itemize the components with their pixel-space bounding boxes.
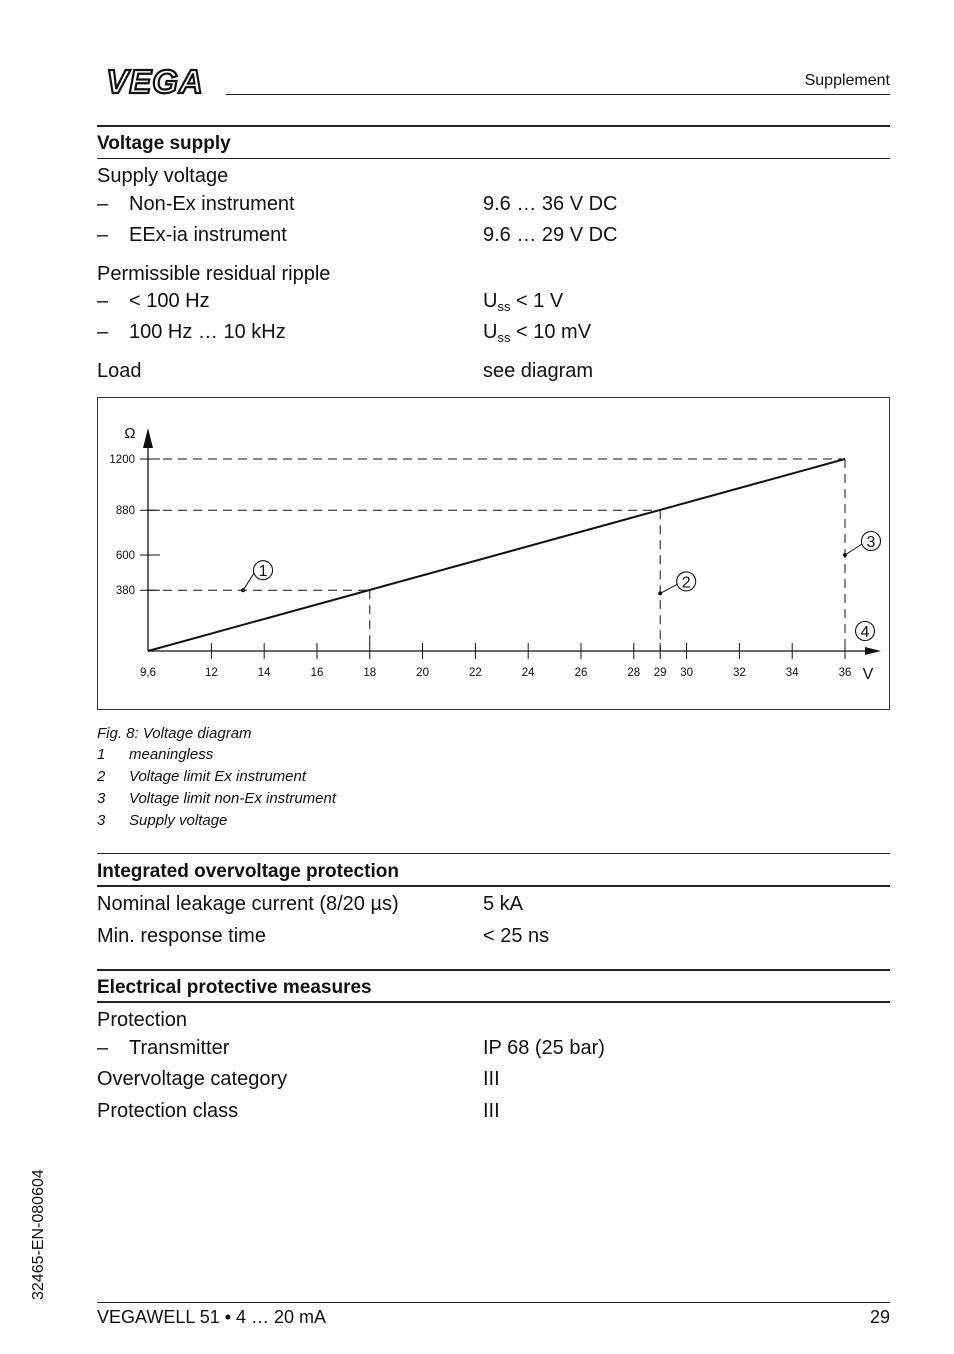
overvoltage-category-label: Overvoltage category <box>97 1068 288 1090</box>
supply-voltage-label: Supply voltage <box>97 165 229 187</box>
x-axis-label: V <box>862 666 874 683</box>
y-tick-label: 1200 <box>109 454 135 466</box>
dash-bullet: – <box>97 1037 109 1059</box>
ripple-low-value: $U_{ss} < 1$ V <box>483 290 564 314</box>
x-tick-label: 16 <box>310 667 324 679</box>
dash-bullet: – <box>97 193 109 215</box>
eex-label: EEx-ia instrument <box>129 224 287 246</box>
y-axis-arrow <box>143 428 153 448</box>
voltage-diagram-frame <box>97 397 890 710</box>
non-ex-label: Non-Ex instrument <box>129 193 295 215</box>
legend-text: meaningless <box>129 746 214 763</box>
legend-text: Voltage limit non-Ex instrument <box>129 790 337 807</box>
section-title-overvoltage: Integrated overvoltage protection <box>97 861 399 882</box>
section-rule-bottom <box>97 885 890 887</box>
protection-class-value: III <box>483 1100 500 1122</box>
overvoltage-category-value: III <box>483 1068 500 1090</box>
dash-bullet: – <box>97 290 109 312</box>
annotation-label: 1 <box>258 563 268 581</box>
ripple-label: Permissible residual ripple <box>97 263 331 285</box>
x-tick-label: 24 <box>521 667 535 679</box>
legend-text: Voltage limit Ex instrument <box>129 768 307 785</box>
section-rule-bottom <box>97 158 890 159</box>
ripple-high-value: $U_{ss} < 10$ mV <box>483 321 592 345</box>
page-number: 29 <box>869 1307 890 1327</box>
annotation-label: 4 <box>860 624 870 641</box>
x-tick-label: 28 <box>627 667 641 679</box>
section-rule-top <box>97 125 890 127</box>
ripple-low-label: < 100 Hz <box>129 290 210 312</box>
annotation-leader <box>243 573 254 590</box>
voltage-diagram-chart <box>98 398 889 709</box>
section-title-voltage-supply: Voltage supply <box>97 133 231 154</box>
vega-logo <box>97 66 213 98</box>
annotation-leader <box>845 544 862 555</box>
legend-number: 3 <box>97 812 106 829</box>
x-tick-label: 26 <box>574 667 588 679</box>
x-tick-label: 29 <box>653 667 667 679</box>
dash-bullet: – <box>97 321 109 343</box>
x-axis-arrow <box>865 647 881 655</box>
legend-number: 2 <box>97 768 106 785</box>
document-code: 32465-EN-080604 <box>30 1169 47 1300</box>
protection-class-label: Protection class <box>97 1100 239 1122</box>
annotation-dot <box>658 591 662 595</box>
load-value: see diagram <box>483 360 594 382</box>
y-tick-label: 380 <box>115 585 135 598</box>
footer-rule <box>97 1302 890 1303</box>
transmitter-value: IP 68 (25 bar) <box>483 1037 605 1059</box>
legend-number: 3 <box>97 790 106 807</box>
ripple-high-label: 100 Hz … 10 kHz <box>129 321 286 343</box>
x-tick-label: 9,6 <box>140 667 156 679</box>
header-rule <box>226 94 890 95</box>
x-tick-label: 32 <box>732 667 746 679</box>
section-rule-bottom <box>97 1001 890 1003</box>
load-label: Load <box>97 360 142 382</box>
response-time-value: < 25 ns <box>483 925 550 947</box>
response-time-label: Min. response time <box>97 925 266 947</box>
leakage-current-label: Nominal leakage current (8/20 µs) <box>97 893 399 915</box>
footer-product: VEGAWELL 51 • 4 … 20 mA <box>97 1307 327 1327</box>
y-tick-label: 600 <box>115 550 135 562</box>
x-tick-label: 12 <box>204 667 218 679</box>
protection-label: Protection <box>97 1009 188 1031</box>
non-ex-value: 9.6 … 36 V DC <box>483 193 618 215</box>
leakage-current-value: 5 kA <box>483 893 524 915</box>
x-tick-label: 22 <box>468 667 482 679</box>
legend-number: 1 <box>97 746 106 763</box>
transmitter-label: Transmitter <box>129 1037 230 1059</box>
logo-text: VEGA <box>106 66 204 98</box>
x-tick-label: 14 <box>257 667 271 679</box>
annotation-label: 2 <box>681 574 691 592</box>
section-rule-top <box>97 853 890 854</box>
legend-text: Supply voltage <box>129 812 228 829</box>
annotation-label: 3 <box>866 534 876 551</box>
header-section-label: Supplement <box>804 72 890 89</box>
figure-caption: Fig. 8: Voltage diagram <box>97 725 252 742</box>
x-tick-label: 30 <box>680 667 693 679</box>
x-tick-label: 18 <box>363 667 377 679</box>
x-tick-label: 36 <box>838 667 852 679</box>
section-title-electrical: Electrical protective measures <box>97 977 372 998</box>
x-tick-label: 34 <box>785 667 799 679</box>
section-rule-top <box>97 969 890 971</box>
load-line <box>148 459 845 651</box>
y-tick-label: 880 <box>115 505 135 518</box>
annotation-leader <box>660 584 677 593</box>
dash-bullet: – <box>97 224 109 246</box>
y-axis-label: Ω <box>124 425 136 442</box>
eex-value: 9.6 … 29 V DC <box>483 224 618 246</box>
x-tick-label: 20 <box>416 667 429 679</box>
